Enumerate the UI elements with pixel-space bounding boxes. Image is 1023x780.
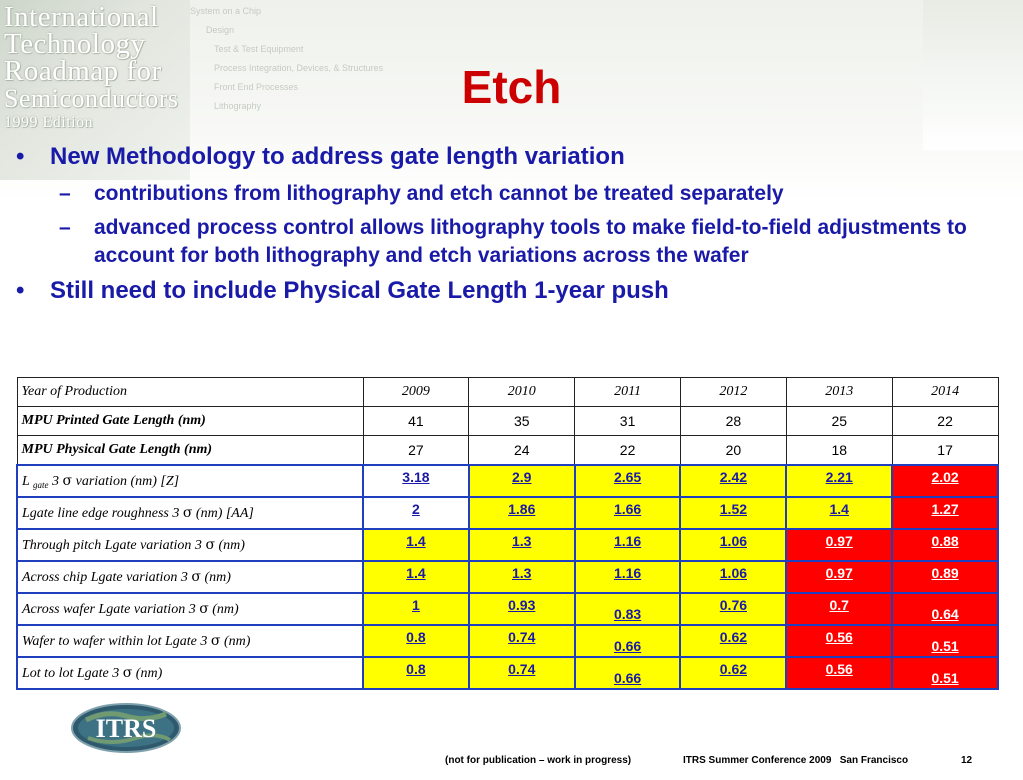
table-cell: 24 <box>469 436 575 466</box>
table-cell[interactable]: 0.93 <box>469 593 575 625</box>
table-cell[interactable]: 1.66 <box>575 497 681 529</box>
table-cell[interactable]: 0.8 <box>363 625 469 657</box>
row-label <box>17 465 363 497</box>
menu-ghost-item: Front End Processes <box>214 82 299 92</box>
table-cell: 17 <box>892 436 998 466</box>
logo-line: International <box>4 1 159 33</box>
sigma-symbol: σ <box>62 472 73 489</box>
sub-bullet-text: advanced process control allows lithography tools to make field-to-field adjustments to account for both lithography and etch variations across the wafer <box>94 216 967 267</box>
bullet-item <box>14 142 994 172</box>
year-cell: 2014 <box>892 378 998 407</box>
bullet-text: Still need to include Physical Gate Length 1-year push <box>50 277 669 304</box>
table-cell: 28 <box>680 407 786 436</box>
row-label <box>17 657 363 689</box>
logo-line: Technology <box>4 28 146 60</box>
table-cell[interactable]: 1.4 <box>363 561 469 593</box>
label-subscript: gate <box>33 479 49 490</box>
table-cell[interactable]: 1.52 <box>680 497 786 529</box>
label-part: Lot to lot Lgate 3 <box>22 665 120 681</box>
sigma-symbol: σ <box>199 600 209 617</box>
table-cell[interactable]: 1.16 <box>575 561 681 593</box>
logo-line: Semiconductors <box>4 84 179 113</box>
table-cell[interactable]: 0.51 <box>892 657 998 689</box>
table-cell: 20 <box>680 436 786 466</box>
year-cell: 2009 <box>363 378 469 407</box>
table-row <box>17 497 998 529</box>
label-part: (nm) <box>212 601 239 617</box>
sub-bullet-dash: – <box>59 216 71 239</box>
table-cell[interactable]: 1.86 <box>469 497 575 529</box>
bullet-list <box>14 142 994 314</box>
sigma-symbol: σ <box>182 504 193 521</box>
row-label: MPU Physical Gate Length (nm) <box>17 436 363 466</box>
row-label <box>17 625 363 657</box>
label-part: Across chip Lgate variation 3 <box>22 569 188 585</box>
label-part: (nm) <box>223 633 251 649</box>
menu-ghost-item: Test & Test Equipment <box>214 44 304 54</box>
menu-ghost-item: Lithography <box>214 101 262 111</box>
table-cell[interactable]: 0.97 <box>786 529 892 561</box>
sub-bullet-item <box>14 180 994 208</box>
label-part: Through pitch Lgate variation 3 <box>22 537 202 553</box>
table-cell[interactable]: 0.66 <box>575 657 681 689</box>
table-cell: 35 <box>469 407 575 436</box>
etch-table <box>16 377 999 690</box>
row-label <box>17 593 363 625</box>
table-cell: 25 <box>786 407 892 436</box>
label-part: Lgate line edge roughness 3 <box>22 505 180 521</box>
sub-bullet-text: contributions from lithography and etch cannot be treated separately <box>94 182 784 205</box>
table-cell[interactable]: 0.56 <box>786 657 892 689</box>
table-cell: 22 <box>892 407 998 436</box>
label-part: (nm) [AA] <box>195 505 254 521</box>
table-cell: 22 <box>575 436 681 466</box>
footer-note: (not for publication – work in progress) <box>445 755 632 766</box>
table-cell[interactable]: 1.16 <box>575 529 681 561</box>
table-cell[interactable]: 0.62 <box>680 625 786 657</box>
label-part: (nm) <box>204 569 231 585</box>
table-row <box>17 593 998 625</box>
table-cell[interactable]: 1.3 <box>469 561 575 593</box>
table-cell[interactable]: 2.42 <box>680 465 786 497</box>
bullet-text: New Methodology to address gate length variation <box>50 143 625 170</box>
header-label: Year of Production <box>17 378 363 407</box>
bullet-dot: • <box>16 143 25 170</box>
bullet-dot: • <box>16 277 25 304</box>
logo-badge-text: ITRS <box>95 714 157 743</box>
table-row <box>17 436 998 466</box>
table-row <box>17 657 998 689</box>
sigma-symbol: σ <box>191 568 201 585</box>
bullet-item <box>14 276 994 306</box>
table-cell[interactable]: 0.74 <box>469 625 575 657</box>
table-cell[interactable]: 2.9 <box>469 465 575 497</box>
table-header-row <box>17 378 998 407</box>
logo-line: Roadmap for <box>4 55 162 87</box>
table-cell[interactable]: 1.3 <box>469 529 575 561</box>
label-part: 3 <box>52 473 60 489</box>
year-cell: 2010 <box>469 378 575 407</box>
table-cell[interactable]: 1.27 <box>892 497 998 529</box>
menu-ghost-item: System on a Chip <box>190 6 262 16</box>
table-cell[interactable]: 0.97 <box>786 561 892 593</box>
table-cell[interactable]: 1.4 <box>786 497 892 529</box>
year-cell: 2013 <box>786 378 892 407</box>
table-cell[interactable]: 0.64 <box>892 593 998 625</box>
year-cell: 2012 <box>680 378 786 407</box>
label-part: L <box>22 473 30 489</box>
label-part: (nm) <box>135 665 163 681</box>
table-cell[interactable]: 0.51 <box>892 625 998 657</box>
sigma-symbol: σ <box>122 664 133 681</box>
table-cell: 41 <box>363 407 469 436</box>
table-cell[interactable]: 0.74 <box>469 657 575 689</box>
sigma-symbol: σ <box>205 536 215 553</box>
label-part: Across wafer Lgate variation 3 <box>22 601 196 617</box>
row-label <box>17 561 363 593</box>
footer-page-number: 12 <box>961 755 973 766</box>
table-cell[interactable]: 0.56 <box>786 625 892 657</box>
table-row <box>17 465 998 497</box>
row-label <box>17 529 363 561</box>
table-cell[interactable]: 1 <box>363 593 469 625</box>
footer-conference: ITRS Summer Conference 2009 San Francisco <box>683 755 909 766</box>
table-cell[interactable]: 3.18 <box>363 465 469 497</box>
menu-ghost-item: Process Integration, Devices, & Structures <box>214 63 384 73</box>
table-row <box>17 407 998 436</box>
table-cell[interactable]: 2.65 <box>575 465 681 497</box>
table-cell[interactable]: 0.76 <box>680 593 786 625</box>
table-cell[interactable]: 1.06 <box>680 529 786 561</box>
table-row <box>17 529 998 561</box>
sub-bullet-dash: – <box>59 182 71 205</box>
table-row <box>17 625 998 657</box>
table-cell[interactable]: 2.02 <box>892 465 998 497</box>
table-cell[interactable]: 2.21 <box>786 465 892 497</box>
label-part: Wafer to wafer within lot Lgate 3 <box>22 633 208 649</box>
table-row <box>17 561 998 593</box>
slide-title: Etch <box>461 61 562 113</box>
year-cell: 2011 <box>575 378 681 407</box>
table-cell[interactable]: 0.7 <box>786 593 892 625</box>
sub-bullet-item <box>14 214 994 270</box>
label-part: (nm) <box>218 537 245 553</box>
row-label <box>17 497 363 529</box>
row-label: MPU Printed Gate Length (nm) <box>17 407 363 436</box>
table-cell[interactable]: 1.06 <box>680 561 786 593</box>
table-cell[interactable]: 0.83 <box>575 593 681 625</box>
table-cell[interactable]: 0.8 <box>363 657 469 689</box>
table-cell: 27 <box>363 436 469 466</box>
sigma-symbol: σ <box>210 632 221 649</box>
itrs-globe-logo <box>66 700 186 756</box>
table-cell[interactable]: 0.88 <box>892 529 998 561</box>
menu-ghost-item: Design <box>206 25 235 35</box>
table-cell: 18 <box>786 436 892 466</box>
label-part: variation (nm) [Z] <box>75 473 180 489</box>
table-cell[interactable]: 0.62 <box>680 657 786 689</box>
table-cell: 31 <box>575 407 681 436</box>
table-cell[interactable]: 0.66 <box>575 625 681 657</box>
table-cell[interactable]: 0.89 <box>892 561 998 593</box>
table-cell[interactable]: 2 <box>363 497 469 529</box>
logo-year: 1999 Edition <box>4 114 94 131</box>
table-cell[interactable]: 1.4 <box>363 529 469 561</box>
